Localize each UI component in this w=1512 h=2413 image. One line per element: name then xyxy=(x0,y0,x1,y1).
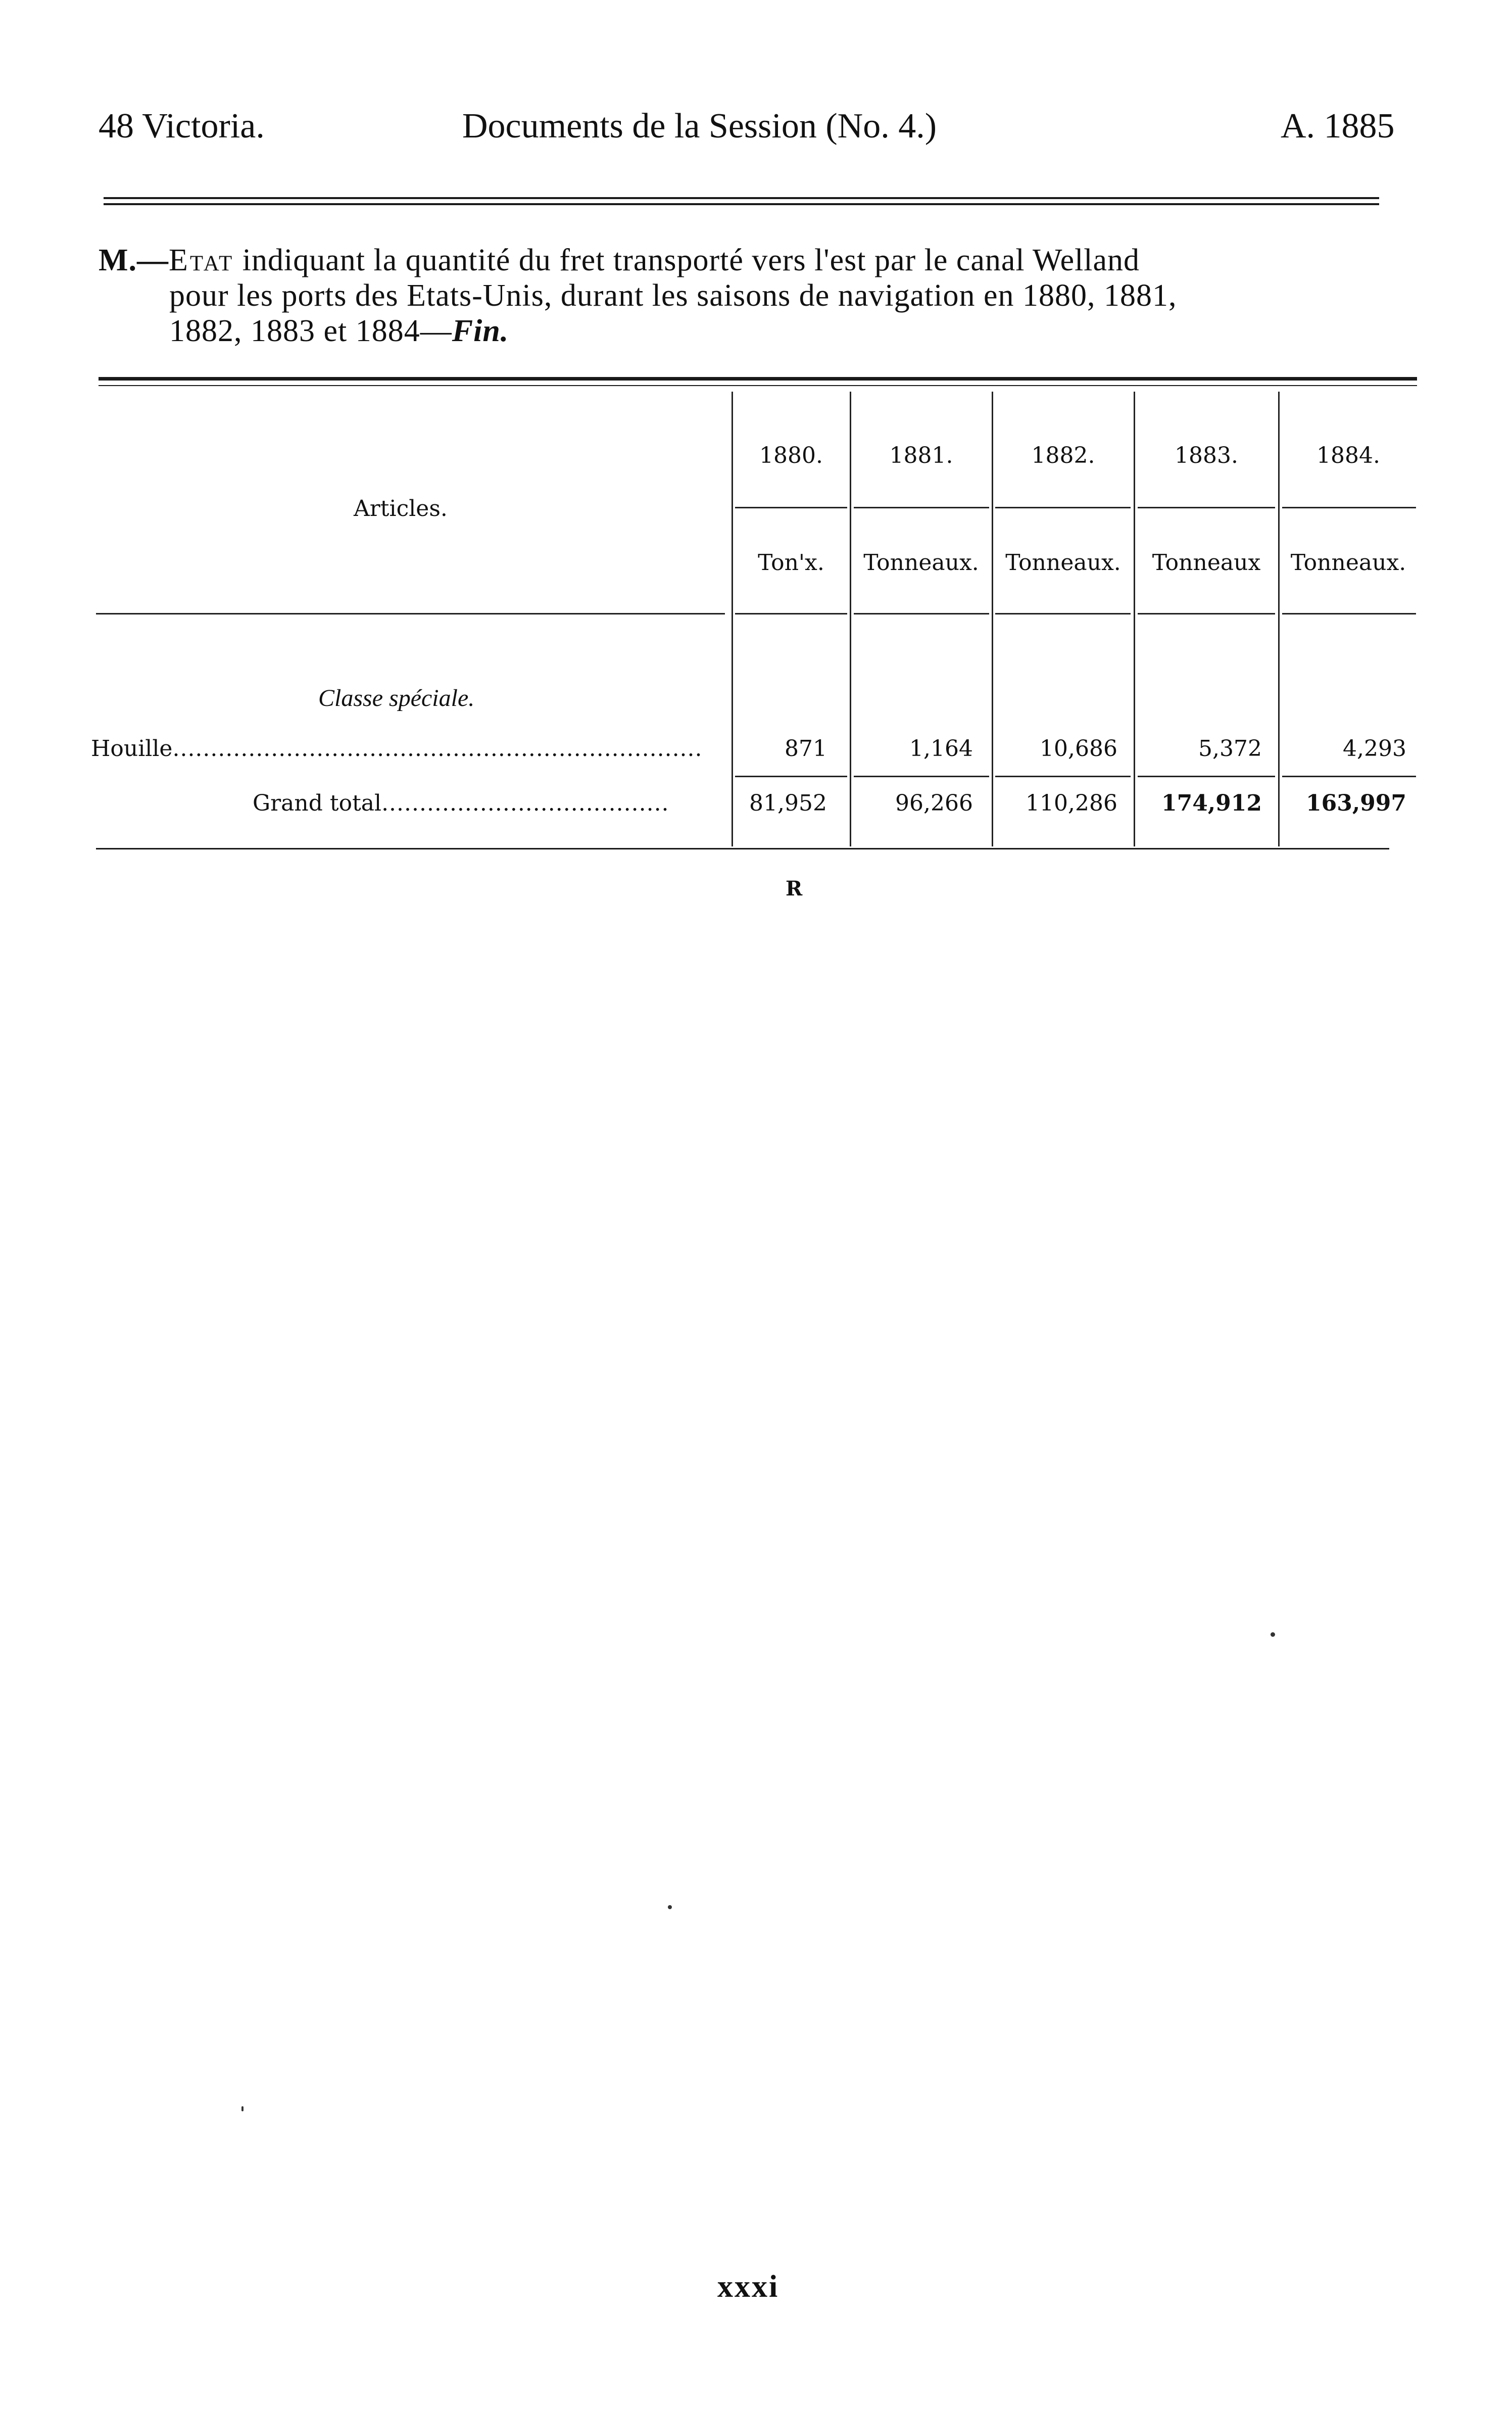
header-rule-top xyxy=(104,197,1379,199)
row-leader: ...................................................................... xyxy=(172,736,703,762)
print-speck xyxy=(241,2106,243,2111)
row-value: 1,164 xyxy=(909,736,973,762)
year-header: 1881. xyxy=(889,443,953,468)
header-year: A. 1885 xyxy=(1281,107,1395,146)
row-value: 96,266 xyxy=(895,790,973,816)
total-rule xyxy=(1282,776,1416,777)
header-rule-bottom xyxy=(104,203,1379,205)
print-speck xyxy=(1271,1632,1275,1637)
header-bottom-rule xyxy=(735,613,847,614)
unit-header: Tonneaux. xyxy=(1005,550,1121,576)
year-header: 1884. xyxy=(1316,443,1380,468)
header-divider xyxy=(735,507,847,508)
column-divider xyxy=(1278,392,1280,846)
row-label-text: Houille xyxy=(91,736,173,762)
total-rule xyxy=(854,776,989,777)
row-leader: ...................................... xyxy=(381,790,669,816)
header-bottom-rule xyxy=(854,613,989,614)
row-value: 174,912 xyxy=(1161,790,1262,816)
year-header: 1883. xyxy=(1175,443,1238,468)
title-smallcaps: Etat xyxy=(169,243,234,277)
header-volume: 48 Victoria. xyxy=(99,107,265,146)
column-divider xyxy=(992,392,993,846)
table-top-rule xyxy=(99,377,1417,381)
total-rule xyxy=(1138,776,1275,777)
header-bottom-rule xyxy=(1138,613,1275,614)
row-label xyxy=(253,792,669,815)
print-speck xyxy=(668,1905,672,1909)
unit-header: Tonneaux. xyxy=(1290,550,1406,576)
row-label xyxy=(91,738,703,760)
column-divider xyxy=(731,392,733,846)
year-header: 1882. xyxy=(1031,443,1095,468)
year-header: 1880. xyxy=(759,443,823,468)
header-bottom-rule xyxy=(96,613,725,614)
header-divider xyxy=(1282,507,1416,508)
row-value: 163,997 xyxy=(1305,790,1406,816)
header-bottom-rule xyxy=(1282,613,1416,614)
table-bottom-rule xyxy=(96,848,1389,849)
page-number: xxxi xyxy=(717,2269,779,2304)
row-value: 5,372 xyxy=(1198,736,1262,762)
unit-header: Tonneaux. xyxy=(863,550,979,576)
header-document-title: Documents de la Session (No. 4.) xyxy=(462,107,937,146)
column-divider xyxy=(850,392,851,846)
header-divider xyxy=(854,507,989,508)
row-value: 110,286 xyxy=(1026,790,1117,816)
row-value: 871 xyxy=(785,736,827,762)
header-bottom-rule xyxy=(995,613,1131,614)
header-divider xyxy=(1138,507,1275,508)
title-line1: indiquant la quantité du fret transporté vers l'est par le canal Welland xyxy=(234,243,1140,277)
unit-header: Tonneaux xyxy=(1152,550,1261,576)
title-line2: pour les ports des Etats-Unis, durant les saisons de navigation en 1880, 1881, xyxy=(169,278,1177,313)
footer-letter: R xyxy=(786,877,803,901)
row-label-text: Grand total xyxy=(253,790,382,816)
total-rule xyxy=(735,776,847,777)
row-value: 10,686 xyxy=(1040,736,1117,762)
title-lead: M.— xyxy=(99,243,169,277)
unit-header: Ton'x. xyxy=(758,550,824,576)
title-line3: 1882, 1883 et 1884— xyxy=(169,314,452,348)
section-label: Classe spéciale. xyxy=(318,685,475,712)
row-value: 4,293 xyxy=(1343,736,1406,762)
articles-header: Articles. xyxy=(354,496,448,522)
header-divider xyxy=(995,507,1131,508)
row-value: 81,952 xyxy=(749,790,827,816)
table-title xyxy=(99,243,1427,349)
title-fin: Fin. xyxy=(452,314,509,348)
table-top-rule-thin xyxy=(99,385,1417,386)
total-rule xyxy=(995,776,1131,777)
column-divider xyxy=(1134,392,1135,846)
